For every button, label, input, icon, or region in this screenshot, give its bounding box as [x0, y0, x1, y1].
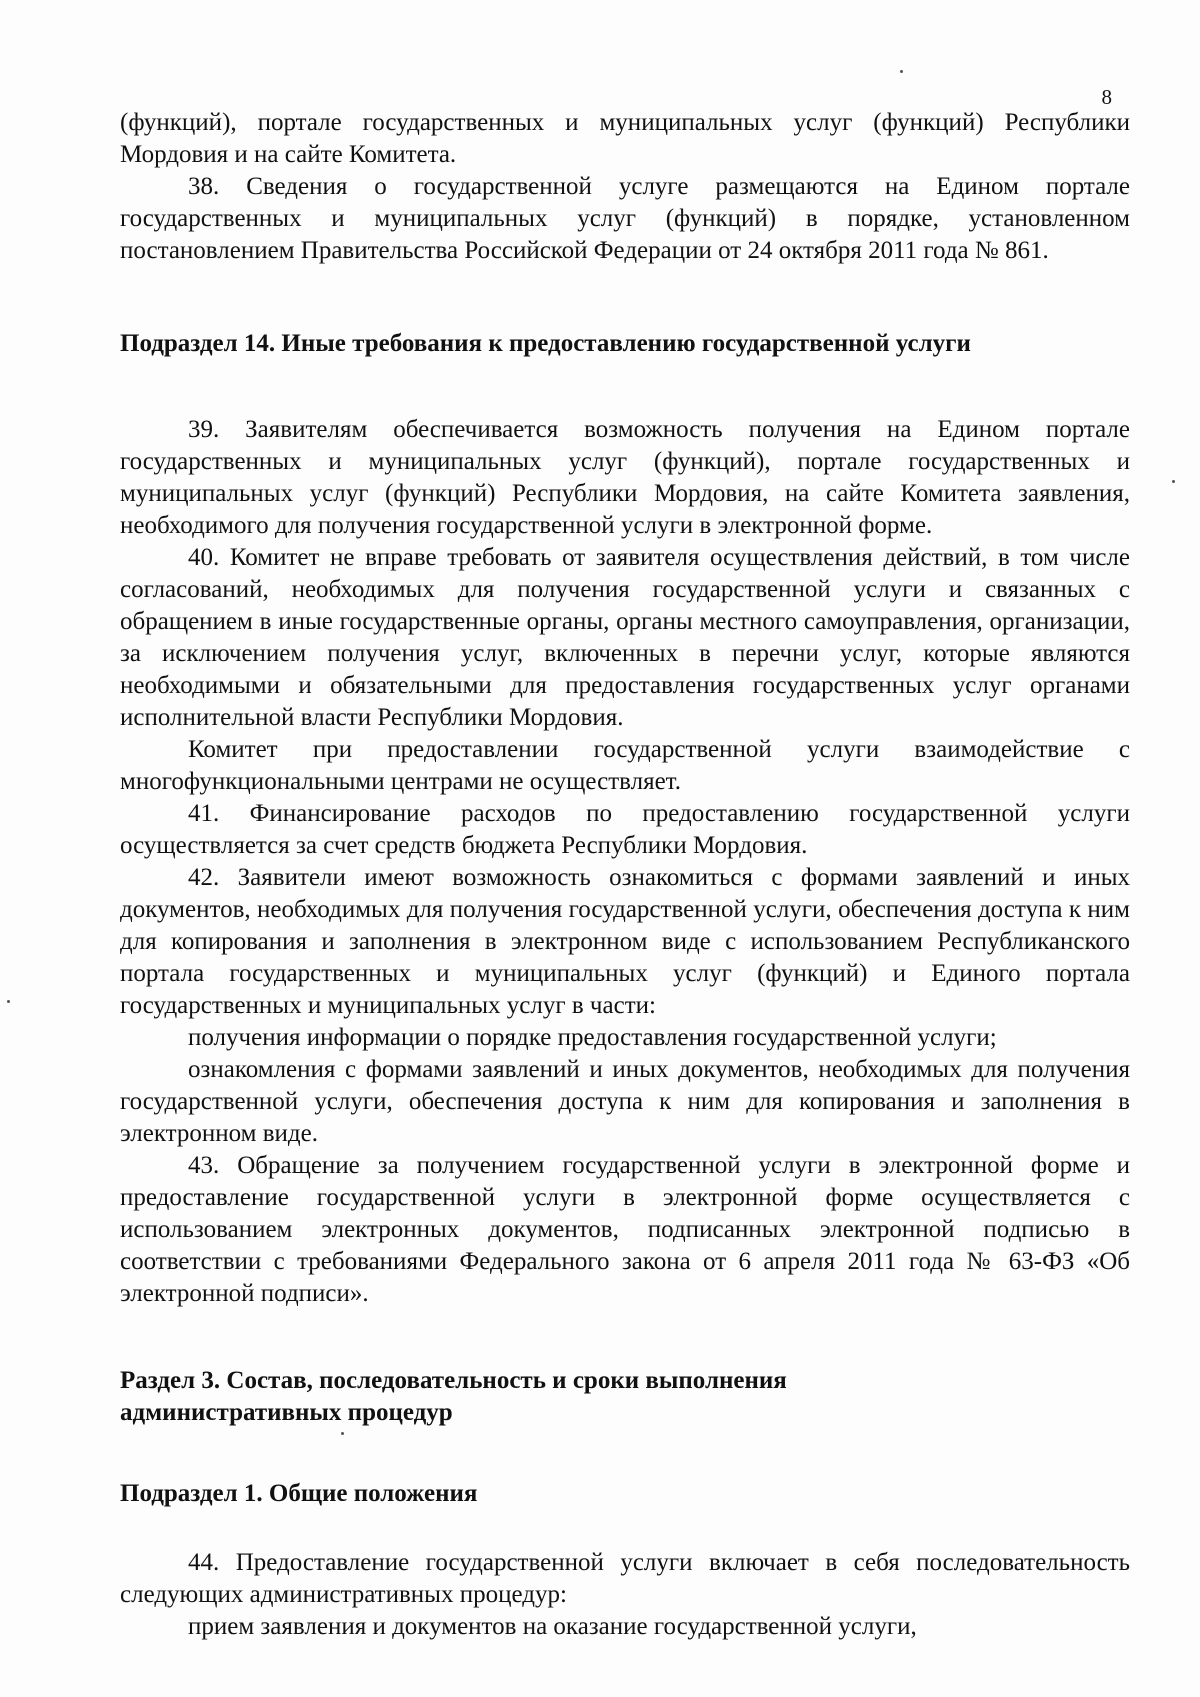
subsection-1-heading: Подраздел 1. Общие положения [120, 1480, 478, 1507]
paragraph-39: 39. Заявителям обеспечивается возможность получения на Едином портале государственных и муниципальных услуг (функций), портале государственных и муниципальных услуг (функций) Республики Мордовия, на сайте Комитета заявления, необходимого для получения государственной услуги в электронной форме. [120, 416, 1130, 539]
paragraph-44a: прием заявления и документов на оказание государственной услуги, [188, 1613, 917, 1640]
subsection-1-body [120, 1547, 1130, 1643]
scan-speck [900, 70, 903, 73]
paragraph-40: 40. Комитет не вправе требовать от заявителя осуществления действий, в том числе согласований, необходимых для получения государственной услуги и связанных с обращением в иные государственные органы, органы местного самоуправления, организации, за исключением получения услуг, включенных в перечни услуг, которые являются необходимыми и обязательными для предоставления государственных услуг органами исполнительной власти Республики Мордовия. [120, 544, 1130, 731]
paragraph-44: 44. Предоставление государственной услуги включает в себя последовательность следующих административных процедур: [120, 1549, 1130, 1608]
subsection-14-heading-block [120, 328, 1130, 360]
paragraph-40b: Комитет при предоставлении государственной услуги взаимодействие с многофункциональными центрами не осуществляет. [120, 736, 1130, 795]
scan-speck [1172, 480, 1175, 483]
section-3-heading-block [120, 1365, 1130, 1429]
scan-speck [7, 1000, 10, 1003]
page-number: 8 [1101, 85, 1112, 109]
paragraph-43: 43. Обращение за получением государственной услуги в электронной форме и предоставление государственной услуги в электронной форме осуществляется с использованием электронных документов, подписанных электронной подписью в соответствии с требованиями Федерального закона от 6 апреля 2011 года № 63-ФЗ «Об электронной подписи». [120, 1152, 1130, 1307]
intro-block [120, 107, 1130, 267]
section-3-heading-line-2: административных процедур [120, 1399, 453, 1426]
paragraph-continuation: (функций), портале государственных и муниципальных услуг (функций) Республики Мордовия и на сайте Комитета. [120, 109, 1130, 168]
subsection-14-heading: Подраздел 14. Иные требования к предоставлению государственной услуги [120, 330, 971, 357]
paragraph-42b: ознакомления с формами заявлений и иных документов, необходимых для получения государственной услуги, обеспечения доступа к ним для копирования и заполнения в электронном виде. [120, 1056, 1130, 1147]
paragraph-41: 41. Финансирование расходов по предоставлению государственной услуги осуществляется за счет средств бюджета Республики Мордовия. [120, 800, 1130, 859]
paragraph-42a: получения информации о порядке предоставления государственной услуги; [188, 1024, 997, 1051]
scan-speck [341, 1432, 344, 1435]
paragraph-42: 42. Заявители имеют возможность ознакомиться с формами заявлений и иных документов, необходимых для получения государственной услуги, обеспечения доступа к ним для копирования и заполнения в электронном виде с использованием Республиканского портала государственных и муниципальных услуг (функций) и Единого портала государственных и муниципальных услуг в части: [120, 864, 1130, 1019]
section-3-heading-line-1: Раздел 3. Состав, последовательность и сроки выполнения [120, 1367, 787, 1394]
subsection-1-heading-block [120, 1478, 1130, 1510]
subsection-14-body [120, 414, 1130, 1310]
paragraph-38: 38. Сведения о государственной услуге размещаются на Едином портале государственных и муниципальных услуг (функций) в порядке, установленном постановлением Правительства Российской Федерации от 24 октября 2011 года № 861. [120, 173, 1130, 264]
